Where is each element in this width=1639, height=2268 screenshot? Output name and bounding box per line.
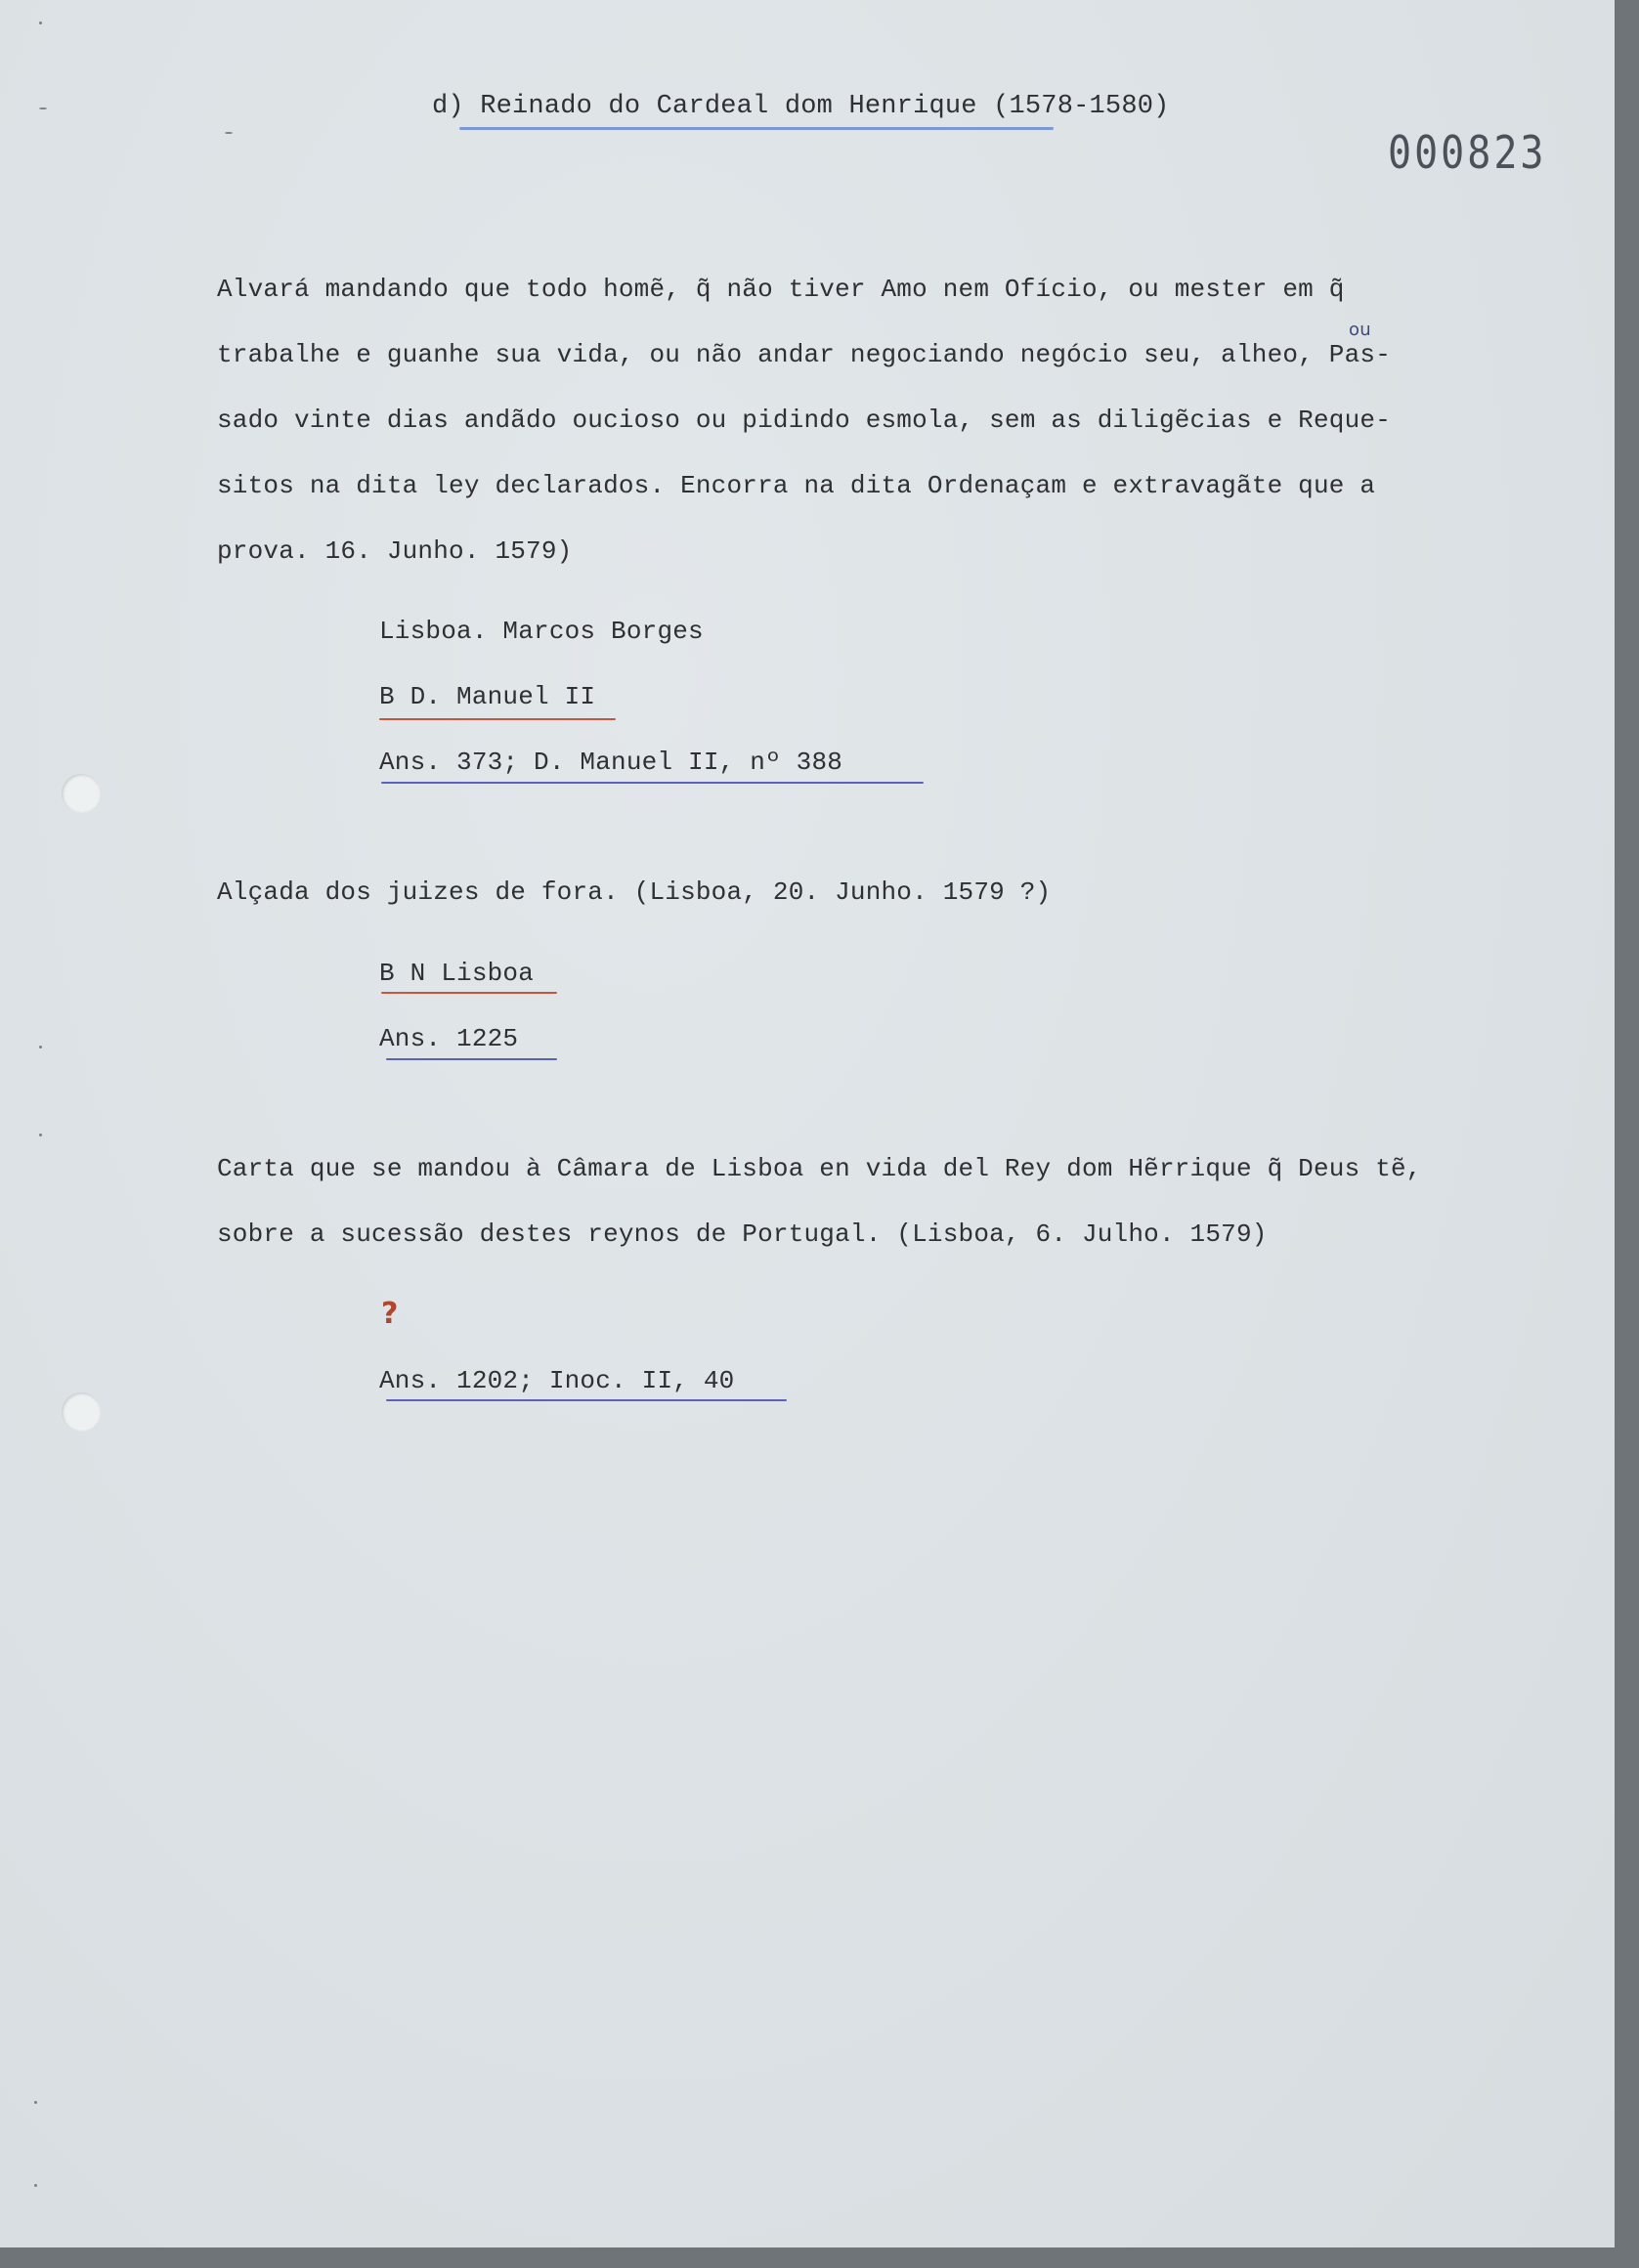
entry-1-line-2: trabalhe e guanhe sua vida, ou não andar negociando negócio seu, alheo, Pas-	[217, 340, 1391, 369]
entry-1-handwritten-annotation: ou	[1349, 320, 1371, 340]
entry-2-library-underline	[381, 992, 557, 994]
page-stamp-number: 000823	[1388, 127, 1547, 180]
entry-3-line-1: Carta que se mandou à Câmara de Lisboa en vida del Rey dom Hẽrrique q̃ Deus tẽ,	[217, 1154, 1422, 1183]
margin-speck	[225, 132, 233, 134]
entry-1-line-4: sitos na dita ley declarados. Encorra na dita Ordenaçam e extravagãte que a	[217, 471, 1376, 500]
entry-1-line-1: Alvará mandando que todo homẽ, q̃ não tiver Amo nem Ofício, ou mester em q̃	[217, 275, 1345, 304]
margin-speck	[39, 107, 47, 109]
entry-3-line-2: sobre a sucessão destes reynos de Portugal. (Lisboa, 6. Julho. 1579)	[217, 1220, 1268, 1249]
binder-hole-top	[62, 774, 101, 813]
entry-3-library-unknown: ?	[381, 1297, 399, 1331]
entry-2-reference-underline	[386, 1058, 557, 1060]
margin-speck	[39, 21, 42, 24]
entry-1-line-5: prova. 16. Junho. 1579)	[217, 536, 573, 566]
entry-3-reference-underline	[386, 1399, 787, 1401]
margin-speck	[34, 2101, 37, 2104]
margin-speck	[39, 1046, 42, 1048]
entry-1-reference-underline	[381, 782, 924, 784]
margin-speck	[34, 2184, 37, 2187]
section-heading: d) Reinado do Cardeal dom Henrique (1578-1580)	[432, 92, 1170, 121]
entry-1-library-underline	[379, 718, 616, 720]
margin-speck	[39, 1134, 42, 1136]
binder-hole-bottom	[62, 1392, 101, 1432]
entry-1-place: Lisboa. Marcos Borges	[379, 617, 704, 646]
entry-2-line-1: Alçada dos juizes de fora. (Lisboa, 20. Junho. 1579 ?)	[217, 877, 1052, 907]
entry-1-library: B D. Manuel II	[379, 682, 596, 711]
entry-2-reference: Ans. 1225	[379, 1024, 519, 1053]
heading-underline	[459, 127, 1054, 130]
entry-3-reference: Ans. 1202; Inoc. II, 40	[379, 1366, 735, 1395]
entry-1-reference: Ans. 373; D. Manuel II, nº 388	[379, 748, 843, 777]
entry-1-line-3: sado vinte dias andãdo oucioso ou pidindo esmola, sem as diligẽcias e Reque-	[217, 406, 1391, 435]
entry-2-library: B N Lisboa	[379, 959, 535, 988]
